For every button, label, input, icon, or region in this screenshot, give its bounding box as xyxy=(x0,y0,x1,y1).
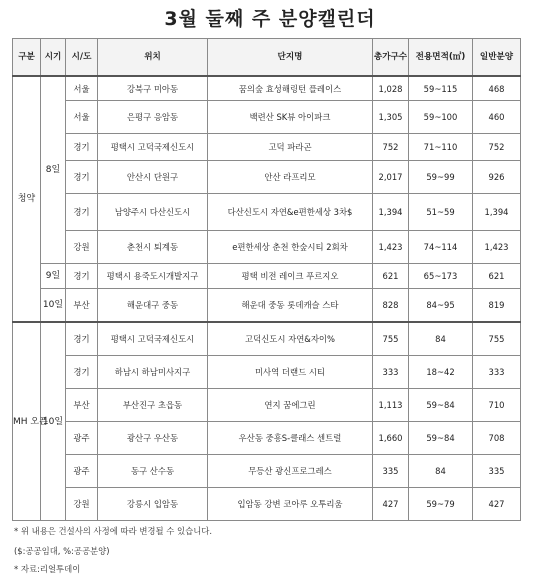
province-cell: 부산 xyxy=(66,289,98,323)
sales-calendar-table xyxy=(12,38,521,521)
province-cell: 서울 xyxy=(66,101,98,134)
province-cell: 경기 xyxy=(66,161,98,194)
table-row xyxy=(13,488,521,521)
location-cell: 평택시 고덕국제신도시 xyxy=(98,134,208,161)
general-cell: 710 xyxy=(473,389,521,422)
general-cell: 427 xyxy=(473,488,521,521)
day-cell: 10일 xyxy=(41,289,66,323)
complex-cell: 고덕신도시 자연&자이% xyxy=(208,322,373,356)
location-cell: 하남시 하남미사지구 xyxy=(98,356,208,389)
total-cell: 752 xyxy=(373,134,409,161)
header-category: 구분 xyxy=(13,39,41,77)
table-header-row xyxy=(13,39,521,77)
complex-cell: e편한세상 춘천 한숲시티 2회차 xyxy=(208,231,373,264)
province-cell: 경기 xyxy=(66,322,98,356)
province-cell: 광주 xyxy=(66,455,98,488)
general-cell: 1,394 xyxy=(473,194,521,231)
area-cell: 51~59 xyxy=(409,194,473,231)
total-cell: 1,660 xyxy=(373,422,409,455)
table-row xyxy=(13,455,521,488)
category-cell: MH 오픈 xyxy=(13,322,41,521)
province-cell: 서울 xyxy=(66,76,98,101)
province-cell: 경기 xyxy=(66,264,98,289)
complex-cell: 우산동 중흥S-클래스 센트럴 xyxy=(208,422,373,455)
complex-cell: 다산신도시 자연&e편한세상 3차$ xyxy=(208,194,373,231)
complex-cell: 고덕 파라곤 xyxy=(208,134,373,161)
area-cell: 59~100 xyxy=(409,101,473,134)
footer-note: * 위 내용은 건설사의 사정에 따라 변경될 수 있습니다. xyxy=(14,526,213,536)
area-cell: 59~99 xyxy=(409,161,473,194)
table-row xyxy=(13,194,521,231)
header-location: 위치 xyxy=(98,39,208,77)
area-cell: 71~110 xyxy=(409,134,473,161)
location-cell: 평택시 고덕국제신도시 xyxy=(98,322,208,356)
general-cell: 755 xyxy=(473,322,521,356)
general-cell: 621 xyxy=(473,264,521,289)
general-cell: 460 xyxy=(473,101,521,134)
day-cell: 10일 xyxy=(41,322,66,521)
general-cell: 708 xyxy=(473,422,521,455)
location-cell: 광산구 우산동 xyxy=(98,422,208,455)
general-cell: 819 xyxy=(473,289,521,323)
table-row xyxy=(13,231,521,264)
header-area: 전용면적(㎡) xyxy=(409,39,473,77)
table-row xyxy=(13,101,521,134)
province-cell: 부산 xyxy=(66,389,98,422)
complex-cell: 평택 비전 레이크 푸르지오 xyxy=(208,264,373,289)
total-cell: 1,305 xyxy=(373,101,409,134)
area-cell: 74~114 xyxy=(409,231,473,264)
area-cell: 84~95 xyxy=(409,289,473,323)
area-cell: 59~115 xyxy=(409,76,473,101)
table-row xyxy=(13,356,521,389)
total-cell: 2,017 xyxy=(373,161,409,194)
complex-cell: 꿈의숲 효성해링턴 플레이스 xyxy=(208,76,373,101)
total-cell: 621 xyxy=(373,264,409,289)
location-cell: 강북구 미아동 xyxy=(98,76,208,101)
total-cell: 427 xyxy=(373,488,409,521)
table-row xyxy=(13,322,521,356)
area-cell: 59~79 xyxy=(409,488,473,521)
area-cell: 65~173 xyxy=(409,264,473,289)
total-cell: 755 xyxy=(373,322,409,356)
total-cell: 1,028 xyxy=(373,76,409,101)
total-cell: 828 xyxy=(373,289,409,323)
category-cell: 청약 xyxy=(13,76,41,322)
total-cell: 1,423 xyxy=(373,231,409,264)
header-total-units: 총가구수 xyxy=(373,39,409,77)
area-cell: 84 xyxy=(409,322,473,356)
location-cell: 동구 산수동 xyxy=(98,455,208,488)
table-row xyxy=(13,161,521,194)
header-general-sale: 일반분양 xyxy=(473,39,521,77)
location-cell: 춘천시 퇴계동 xyxy=(98,231,208,264)
location-cell: 평택시 용죽도시개발지구 xyxy=(98,264,208,289)
complex-cell: 미사역 더랜드 시티 xyxy=(208,356,373,389)
location-cell: 남양주시 다산신도시 xyxy=(98,194,208,231)
total-cell: 1,394 xyxy=(373,194,409,231)
day-cell: 8일 xyxy=(41,76,66,264)
area-cell: 84 xyxy=(409,455,473,488)
total-cell: 333 xyxy=(373,356,409,389)
table-row xyxy=(13,289,521,323)
area-cell: 59~84 xyxy=(409,422,473,455)
header-complex: 단지명 xyxy=(208,39,373,77)
general-cell: 333 xyxy=(473,356,521,389)
footer-source: * 자료:리얼투데이 xyxy=(14,564,81,574)
total-cell: 1,113 xyxy=(373,389,409,422)
footer-legend: ($:공공임대, %:공공분양) xyxy=(14,546,110,556)
general-cell: 752 xyxy=(473,134,521,161)
complex-cell: 안산 라프리모 xyxy=(208,161,373,194)
header-day: 시기 xyxy=(41,39,66,77)
table-row xyxy=(13,76,521,101)
province-cell: 경기 xyxy=(66,134,98,161)
area-cell: 59~84 xyxy=(409,389,473,422)
complex-cell: 입암동 강변 코아루 오투리움 xyxy=(208,488,373,521)
area-cell: 18~42 xyxy=(409,356,473,389)
province-cell: 강원 xyxy=(66,488,98,521)
location-cell: 은평구 응암동 xyxy=(98,101,208,134)
complex-cell: 해운대 중동 롯데캐슬 스타 xyxy=(208,289,373,323)
table-row xyxy=(13,389,521,422)
location-cell: 안산시 단원구 xyxy=(98,161,208,194)
general-cell: 335 xyxy=(473,455,521,488)
table-row xyxy=(13,264,521,289)
table-row xyxy=(13,134,521,161)
complex-cell: 연지 꿈에그린 xyxy=(208,389,373,422)
general-cell: 1,423 xyxy=(473,231,521,264)
location-cell: 부산진구 초읍동 xyxy=(98,389,208,422)
general-cell: 926 xyxy=(473,161,521,194)
total-cell: 335 xyxy=(373,455,409,488)
day-cell: 9일 xyxy=(41,264,66,289)
province-cell: 강원 xyxy=(66,231,98,264)
page-title: 3월 둘째 주 분양캘린더 xyxy=(164,8,376,30)
complex-cell: 무등산 광신프로그레스 xyxy=(208,455,373,488)
province-cell: 경기 xyxy=(66,194,98,231)
header-province: 시/도 xyxy=(66,39,98,77)
complex-cell: 백련산 SK뷰 아이파크 xyxy=(208,101,373,134)
table-row xyxy=(13,422,521,455)
general-cell: 468 xyxy=(473,76,521,101)
province-cell: 광주 xyxy=(66,422,98,455)
location-cell: 강릉시 입암동 xyxy=(98,488,208,521)
province-cell: 경기 xyxy=(66,356,98,389)
location-cell: 해운대구 중동 xyxy=(98,289,208,323)
